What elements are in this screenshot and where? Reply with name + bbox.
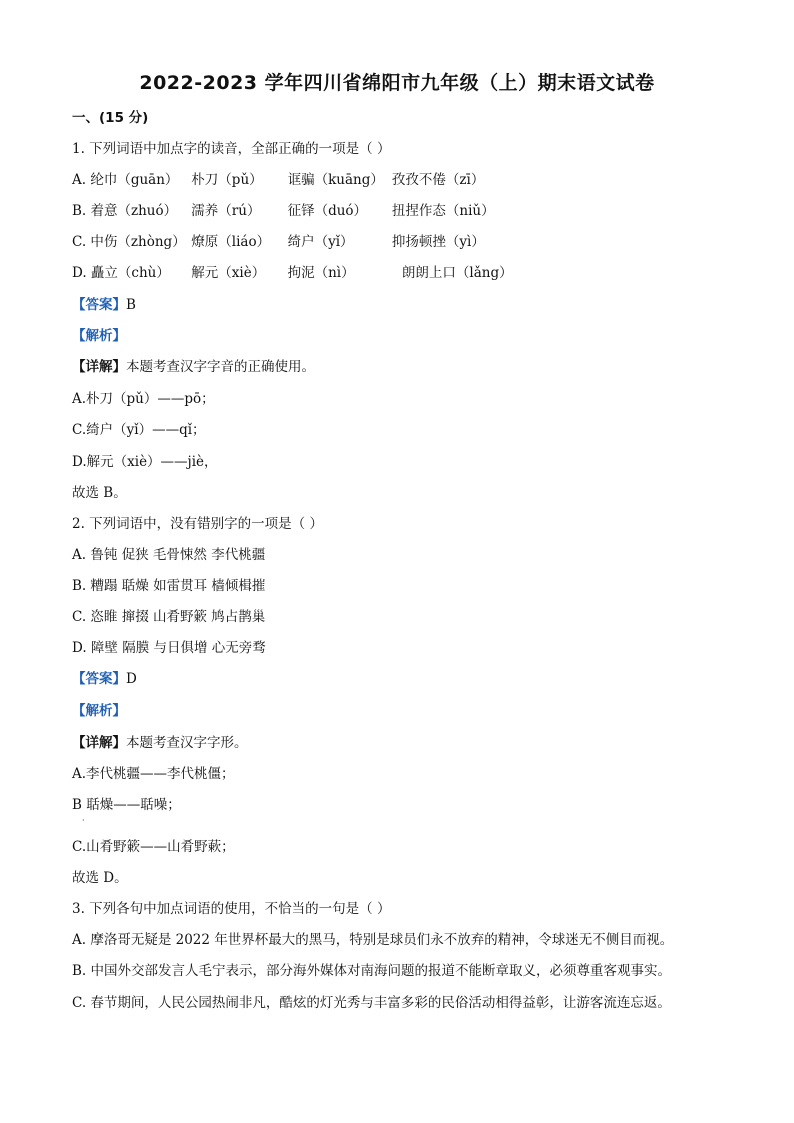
q1-a-4: 孜孜不倦（zī） [391, 172, 485, 188]
q2-option-b: B. 糟蹋 聒燥 如雷贯耳 樯倾楫摧 [72, 578, 266, 594]
q2-option-d: D. 障壁 隔膜 与日俱增 心无旁骛 [72, 640, 266, 656]
q2-option-a: A. 鲁钝 促狭 毛骨悚然 李代桃疆 [72, 547, 266, 563]
q1-d-2: 解元（xiè） [191, 265, 266, 281]
q1-detail [72, 357, 315, 377]
page-title: 2022-2023 学年四川省绵阳市九年级（上）期末语文试卷 [139, 72, 655, 94]
q2-detail [72, 733, 248, 753]
q1-option-d [72, 263, 513, 283]
q1-option-a [72, 170, 484, 190]
q1-d-1: D. 矗立（chù） [72, 265, 170, 281]
q1-d-4: 朗朗上口（lǎng） [401, 265, 513, 281]
q2-fix-2: B 聒燥——聒噪； [72, 797, 181, 813]
q3-option-c: C. 春节期间，人民公园热闹非凡，酷炫的灯光秀与丰富多彩的民俗活动相得益彰，让游客流连忘返。 [72, 995, 671, 1011]
q1-fix-3: D.解元（xiè）——jiè， [72, 454, 218, 470]
answer-tag: 【答案】 [72, 297, 126, 313]
q3-option-b: B. 中国外交部发言人毛宁表示，部分海外媒体对南海问题的报道不能断章取义，必须尊重客观事实。 [72, 963, 672, 979]
q3-option-a: A. 摩洛哥无疑是 2022 年世界杯最大的黑马，特别是球员们永不放弃的精神，令球迷无不侧目而视。 [72, 932, 674, 948]
section-heading: 一、(15 分) [72, 110, 149, 126]
q1-b-4: 扭捏作态（niǔ） [391, 203, 495, 219]
q1-c-3: 绮户（yǐ） [287, 234, 354, 250]
q1-answer [72, 295, 136, 315]
q2-stem: 2. 下列词语中，没有错别字的一项是（ ） [72, 516, 323, 532]
q2-analysis-tag: 【解析】 [72, 703, 126, 719]
q1-b-3: 征铎（duó） [287, 203, 368, 219]
answer-tag: 【答案】 [72, 671, 126, 687]
detail-tag: 【详解】 [72, 735, 126, 751]
q1-option-c [72, 232, 485, 252]
q1-conclusion: 故选 B。 [72, 485, 127, 501]
q1-fix-2: C.绮户（yǐ）——qǐ； [72, 422, 206, 438]
q2-option-c: C. 恣睢 撺掇 山肴野簌 鸠占鹊巢 [72, 609, 266, 625]
q1-stem: 1. 下列词语中加点字的读音，全部正确的一项是（ ） [72, 141, 391, 157]
answer-value: D [126, 671, 137, 687]
stray-mark: · [82, 816, 85, 825]
q1-a-2: 朴刀（pǔ） [191, 172, 263, 188]
q1-d-3: 拘泥（nì） [287, 265, 355, 281]
q1-b-1: B. 着意（zhuó） [72, 203, 178, 219]
q1-c-1: C. 中伤（zhòng） [72, 234, 186, 250]
q3-stem: 3. 下列各句中加点词语的使用，不恰当的一句是（ ） [72, 901, 391, 917]
detail-text: 本题考查汉字字形。 [126, 735, 248, 751]
q1-a-3: 诓骗（kuāng） [287, 172, 384, 188]
q1-c-2: 燎原（liáo） [191, 234, 271, 250]
q2-answer [72, 669, 137, 689]
detail-tag: 【详解】 [72, 359, 126, 375]
q1-analysis-tag: 【解析】 [72, 328, 126, 344]
q1-b-2: 濡养（rú） [191, 203, 261, 219]
q2-fix-1: A.李代桃疆——李代桃僵； [72, 766, 235, 782]
q2-fix-3: C.山肴野簌——山肴野蔌； [72, 839, 235, 855]
answer-value: B [126, 297, 136, 313]
detail-text: 本题考查汉字字音的正确使用。 [126, 359, 315, 375]
q1-option-b [72, 201, 495, 221]
q1-fix-1: A.朴刀（pǔ）——pō； [72, 391, 215, 407]
q1-c-4: 抑扬顿挫（yì） [391, 234, 485, 250]
q2-conclusion: 故选 D。 [72, 870, 128, 886]
q1-a-1: A. 纶巾（guān） [72, 172, 179, 188]
